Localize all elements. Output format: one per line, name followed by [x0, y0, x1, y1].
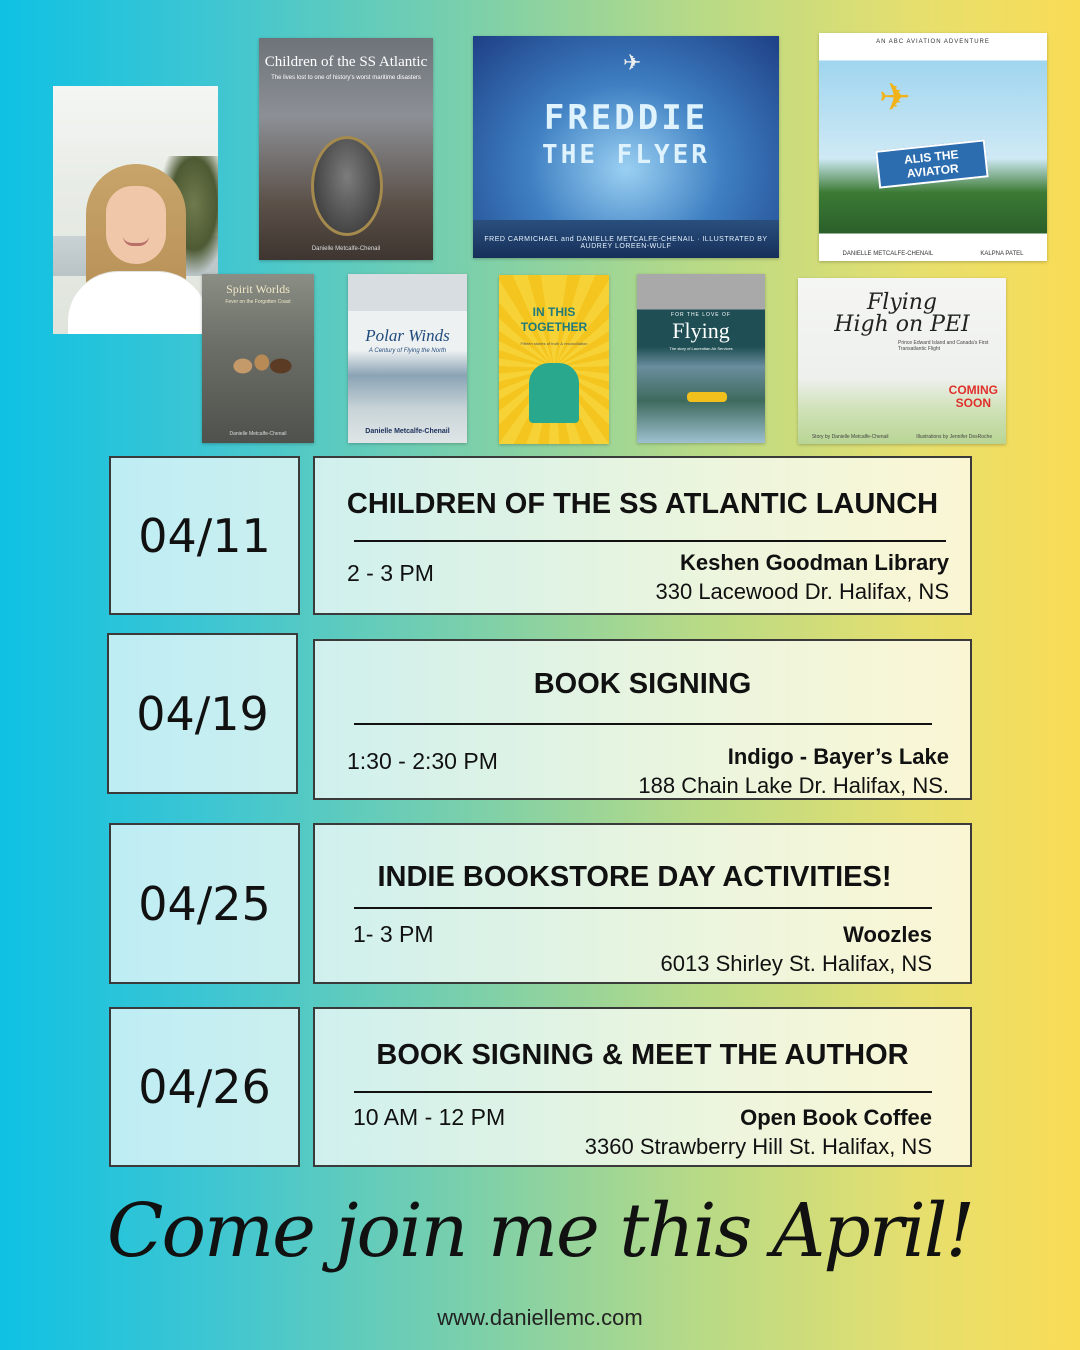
book-title-pre: FOR THE LOVE OF — [671, 312, 731, 318]
book-illustrator: KALPNA PATEL — [980, 251, 1024, 257]
book-author: Story by Danielle Metcalfe-Chenail — [811, 434, 889, 440]
event-card — [313, 1007, 972, 1167]
event-divider — [354, 907, 932, 909]
book-illustrator: Illustrations by Jennifer DesRoche — [916, 434, 993, 440]
book-cover-flying-high-on-pei — [798, 278, 1006, 444]
author-photo — [53, 86, 218, 334]
book-title: ALIS THE AVIATOR — [875, 139, 988, 188]
photo-shirt — [68, 271, 208, 334]
event-date-box: 04/11 — [109, 456, 300, 615]
book-title: Polar Winds — [365, 326, 450, 345]
book-cover-for-the-love-of-flying — [637, 274, 765, 443]
book-title: Flying — [672, 318, 730, 343]
book-credits — [798, 434, 1006, 440]
book-title: Spirit Worlds — [226, 282, 290, 296]
event-date-box: 04/19 — [107, 633, 298, 794]
event-divider — [354, 540, 946, 542]
badge-line1: COMING — [948, 383, 998, 397]
book-author: DANIELLE METCALFE-CHENAIL — [842, 251, 934, 257]
event-card — [313, 823, 972, 984]
photo-face — [106, 186, 166, 264]
event-time: 1:30 - 2:30 PM — [347, 748, 498, 774]
book-credits — [819, 251, 1047, 257]
airplane-icon: ✈ — [623, 50, 642, 75]
book-subtitle: A Century of Flying the North — [368, 348, 447, 354]
portrait-oval — [311, 136, 383, 236]
cover-illustration — [220, 338, 296, 408]
book-title-line2: THE FLYER — [542, 140, 710, 170]
book-author: Danielle Metcalfe-Chenail — [229, 431, 287, 437]
event-address: 330 Lacewood Dr. Halifax, NS — [655, 579, 949, 604]
book-title: Children of the SS Atlantic — [264, 54, 428, 70]
event-title: INDIE BOOKSTORE DAY ACTIVITIES! — [377, 861, 892, 893]
event-date-box: 04/26 — [109, 1007, 300, 1167]
event-address: 6013 Shirley St. Halifax, NS — [660, 951, 932, 976]
hands-illustration — [529, 363, 579, 423]
event-divider — [354, 723, 932, 725]
event-address: 188 Chain Lake Dr. Halifax, NS. — [638, 773, 949, 798]
book-title-line2: TOGETHER — [520, 320, 588, 334]
event-venue: Keshen Goodman Library — [680, 550, 949, 575]
book-title-line1: FREDDIE — [543, 98, 709, 138]
event-title: BOOK SIGNING — [533, 668, 752, 700]
floatplane-shape — [687, 392, 727, 402]
event-time: 10 AM - 12 PM — [353, 1104, 506, 1130]
book-title-line1: IN THIS — [532, 305, 576, 319]
event-date-box: 04/25 — [109, 823, 300, 984]
event-time: 1- 3 PM — [353, 921, 434, 947]
event-divider — [354, 1091, 932, 1093]
tagline: Come join me this April! — [106, 1188, 974, 1274]
book-cover-alis-the-aviator — [819, 33, 1047, 261]
book-subtitle: The lives lost to one of history's worst maritime disasters — [271, 75, 421, 81]
event-venue: Open Book Coffee — [740, 1105, 932, 1130]
book-cover-children-of-the-ss-atlantic — [259, 38, 433, 260]
website-link[interactable]: www.daniellemc.com — [437, 1305, 643, 1330]
coming-soon-badge — [949, 384, 998, 410]
book-subtitle: Fifteen stories of truth & reconciliation — [520, 341, 588, 346]
event-title: BOOK SIGNING & MEET THE AUTHOR — [376, 1039, 909, 1071]
event-venue: Indigo - Bayer’s Lake — [727, 744, 949, 769]
badge-line2: SOON — [955, 396, 991, 410]
book-subtitle: Fever on the Forgotten Coast — [225, 299, 291, 305]
book-cover-freddie-the-flyer — [473, 36, 779, 258]
book-cover-spirit-worlds — [202, 274, 314, 443]
event-address: 3360 Strawberry Hill St. Halifax, NS — [584, 1134, 932, 1159]
book-title-line1: Flying — [866, 290, 938, 315]
book-cover-in-this-together — [499, 275, 609, 444]
event-venue: Woozles — [843, 922, 932, 947]
airplane-icon: ✈ — [879, 77, 911, 119]
book-author: Danielle Metcalfe-Chenail — [311, 246, 381, 252]
book-credits: FRED CARMICHAEL and DANIELLE METCALFE-CHENAIL · ILLUSTRATED BY AUDREY LOREEN-WULF — [484, 236, 768, 250]
book-subtitle: Prince Edward Island and Canada's First Transatlantic Flight — [898, 340, 989, 352]
book-cover-polar-winds — [348, 274, 467, 443]
event-card — [313, 456, 972, 615]
book-author: Danielle Metcalfe-Chenail — [365, 428, 450, 435]
book-series: AN ABC AVIATION ADVENTURE — [876, 39, 990, 45]
event-title: CHILDREN OF THE SS ATLANTIC LAUNCH — [346, 488, 939, 520]
book-title-line2: High on PEI — [834, 312, 970, 337]
event-card — [313, 639, 972, 800]
event-time: 2 - 3 PM — [347, 560, 434, 586]
book-subtitle: The story of Laurentian Air Services — [669, 346, 733, 351]
